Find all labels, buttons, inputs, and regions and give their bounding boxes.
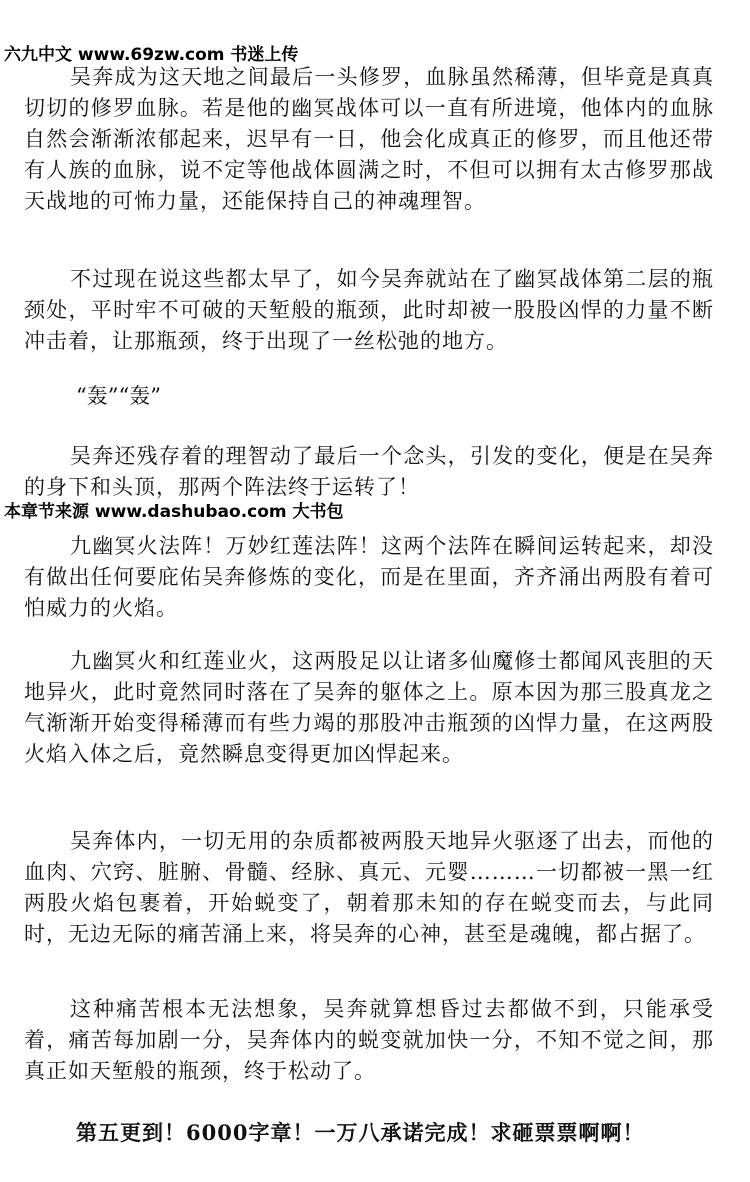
closing-note: 第五更到！6000字章！一万八承诺完成！求砸票票啊啊！ <box>76 1120 645 1145</box>
paragraph-6: 九幽冥火和红莲业火，这两股足以让诸多仙魔修士都闻风丧胆的天地异火，此时竟然同时落在了吴奔的躯体之上。原本因为那三股真龙之气渐渐开始变得稀薄而有些力竭的那股冲击瓶颈的凶悍力量，在这两股火焰入体之后，竟然瞬息变得更加凶悍起来。 <box>24 649 714 766</box>
paragraph-7: 吴奔体内，一切无用的杂质都被两股天地异火驱逐了出去，而他的血肉、穴窍、脏腑、骨髓、经脉、真元、元婴………一切都被一黑一红两股火焰包裹着，开始蜕变了，朝着那未知的存在蜕变而去，与此同时，无边无际的痛苦涌上来，将吴奔的心神，甚至是魂魄，都占据了。 <box>24 829 714 946</box>
source-watermark-middle: 本章节来源 www.dashubao.com 大书包 <box>4 502 344 522</box>
paragraph-8: 这种痛苦根本无法想象，吴奔就算想昏过去都做不到，只能承受着，痛苦每加剧一分，吴奔体内的蜕变就加快一分，不知不觉之间，那真正如天堑般的瓶颈，终于松动了。 <box>24 997 714 1083</box>
paragraph-4: 吴奔还残存着的理智动了最后一个念头，引发的变化，便是在吴奔的身下和头顶，那两个阵法终于运转了！ <box>24 444 714 499</box>
paragraph-2: 不过现在说这些都太早了，如今吴奔就站在了幽冥战体第二层的瓶颈处，平时牢不可破的天堑般的瓶颈，此时却被一股股凶悍的力量不断冲击着，让那瓶颈，终于出现了一丝松弛的地方。 <box>24 267 714 353</box>
source-watermark-top: 六九中文 www.69zw.com 书迷上传 <box>4 45 299 65</box>
paragraph-5: 九幽冥火法阵！万妙红莲法阵！这两个法阵在瞬间运转起来，却没有做出任何要庇佑吴奔修炼的变化，而是在里面，齐齐涌出两股有着可怕威力的火焰。 <box>24 534 714 620</box>
paragraph-sound-effect: “轰”“轰” <box>76 384 161 408</box>
paragraph-1: 吴奔成为这天地之间最后一头修罗，血脉虽然稀薄，但毕竟是真真切切的修罗血脉。若是他的幽冥战体可以一直有所进境，他体内的血脉自然会渐渐浓郁起来，迟早有一日，他会化成真正的修罗，而且他还带有人族的血脉，说不定等他战体圆满之时，不但可以拥有太古修罗那战天战地的可怖力量，还能保持自己的神魂理智。 <box>24 65 714 213</box>
